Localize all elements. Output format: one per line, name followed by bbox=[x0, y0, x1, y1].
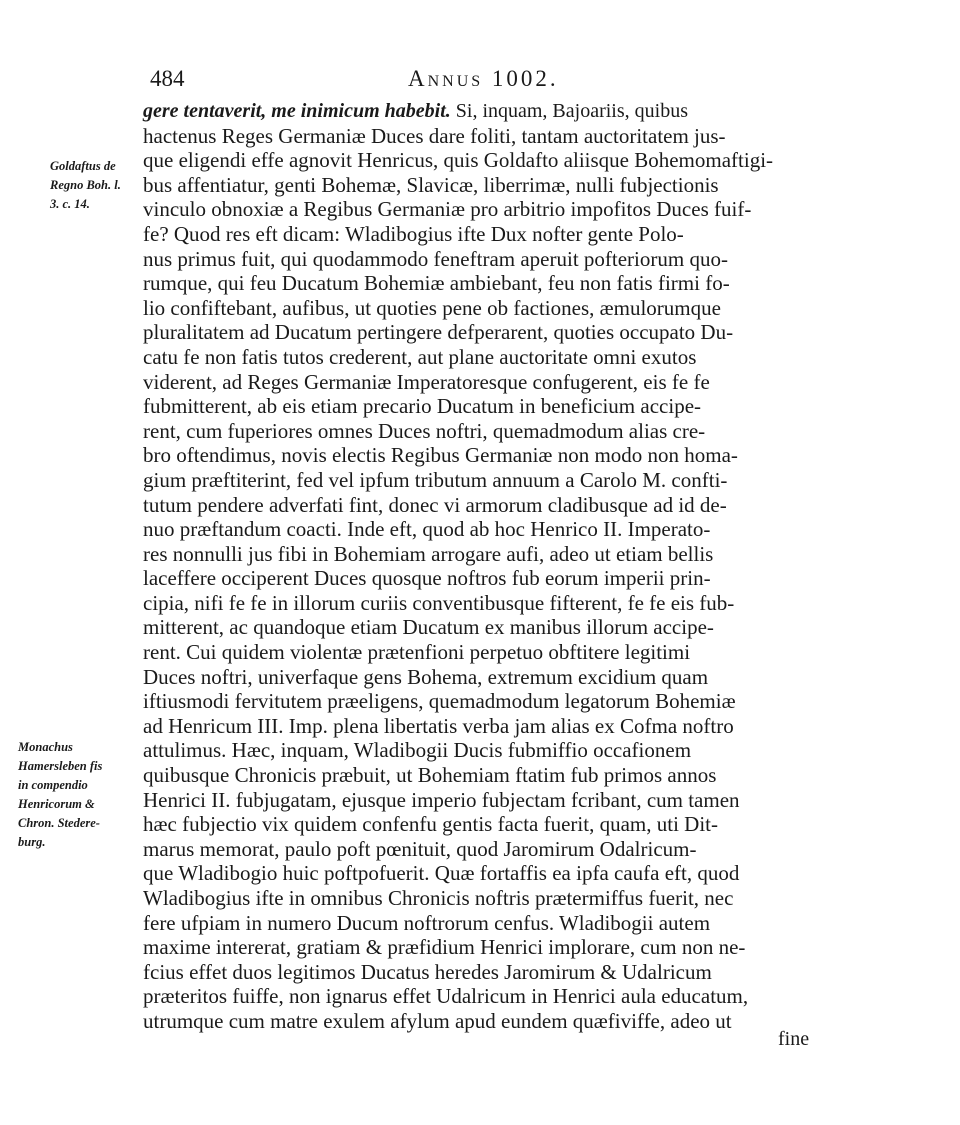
text-line bbox=[143, 566, 843, 591]
text-line bbox=[143, 837, 843, 862]
line-text: maxime intererat, gratiam & præfidium Henrici implorare, cum non ne- bbox=[143, 935, 746, 960]
line-text: viderent, ad Reges Germaniæ Imperatoresque confugerent, eis fe fe bbox=[143, 369, 710, 394]
text-line bbox=[143, 222, 843, 247]
line-text: nuo præftandum coacti. Inde eft, quod ab hoc Henrico II. Imperato- bbox=[143, 517, 711, 542]
page-header bbox=[150, 66, 710, 100]
margin-note-line: 3. c. 14. bbox=[50, 197, 90, 211]
line-text: marus memorat, paulo poft pœnituit, quod Jaromirum Odalricum- bbox=[143, 836, 697, 861]
margin-note-monachus bbox=[18, 738, 146, 852]
line-text: utrumque cum matre exulem afylum apud eundem quæfiviffe, adeo ut bbox=[143, 1008, 732, 1033]
page-number: 484 bbox=[150, 66, 185, 91]
margin-note-line: Regno Boh. l. bbox=[50, 178, 121, 192]
text-line bbox=[143, 861, 843, 886]
text-line bbox=[143, 911, 843, 936]
margin-note-goldastus bbox=[50, 157, 178, 214]
text-line bbox=[143, 197, 843, 222]
line-text: catu fe non fatis tutos crederent, aut plane auctoritate omni exutos bbox=[143, 344, 697, 369]
line-text: tutum pendere adverfati fint, donec vi armorum cladibusque ad id de- bbox=[143, 492, 727, 517]
line-text: rent, cum fuperiores omnes Duces noftri, quemadmodum alias cre- bbox=[143, 418, 706, 443]
text-line bbox=[143, 517, 843, 542]
text-line bbox=[143, 886, 843, 911]
text-line bbox=[143, 320, 843, 345]
line-text: rumque, qui feu Ducatum Bohemiæ ambiebant, feu non fatis firmi fo- bbox=[143, 271, 730, 296]
line-text: quibusque Chronicis præbuit, ut Bohemiam ftatim fub primos annos bbox=[143, 763, 717, 788]
line-text: lio confiftebant, aufibus, ut quoties pene ob factiones, æmulorumque bbox=[143, 295, 721, 320]
text-line bbox=[143, 493, 843, 518]
margin-note-line: Goldaftus de bbox=[50, 159, 116, 173]
text-line bbox=[143, 960, 843, 985]
margin-note-line: Chron. Stedere- bbox=[18, 816, 100, 830]
line-text: laceffere occiperent Duces quosque noftros fub eorum imperii prin- bbox=[143, 566, 711, 591]
line-text: fubmitterent, ab eis etiam precario Ducatum in beneficium accipe- bbox=[143, 394, 702, 419]
margin-note-line: in compendio bbox=[18, 778, 88, 792]
line-text: Henrici II. fubjugatam, ejusque imperio fubjectam fcribant, cum tamen bbox=[143, 787, 740, 812]
line-text: rent. Cui quidem violentæ prætenfioni perpetuo obftitere legitimi bbox=[143, 640, 691, 665]
line-text: nus primus fuit, qui quodammodo feneftram aperuit pofteriorum quo- bbox=[143, 246, 728, 271]
line-text: gium præftiterint, fed vel ipfum tributum annuum a Carolo M. confti- bbox=[143, 467, 728, 492]
text-line bbox=[143, 419, 843, 444]
text-line bbox=[143, 763, 843, 788]
text-line bbox=[143, 689, 843, 714]
text-line bbox=[143, 443, 843, 468]
catchword: fine bbox=[778, 1028, 810, 1050]
text-line bbox=[143, 370, 843, 395]
line-text: Si, inquam, Bajoariis, quibus bbox=[450, 100, 688, 122]
text-line bbox=[143, 1009, 843, 1034]
line-text: attulimus. Hæc, inquam, Wladibogii Ducis fubmiffio occafionem bbox=[143, 738, 692, 763]
margin-note-line: Hamersleben fis bbox=[18, 759, 103, 773]
margin-note-line: burg. bbox=[18, 835, 46, 849]
text-line bbox=[143, 542, 843, 567]
text-line bbox=[143, 788, 843, 813]
text-line bbox=[143, 124, 843, 149]
margin-note-line: Henricorum & bbox=[18, 797, 95, 811]
line-text: fere ufpiam in numero Ducum noftrorum cenfus. Wladibogii autem bbox=[143, 910, 711, 935]
line-text: cipia, nifi fe fe in illorum curiis conventibusque fifterent, fe fe eis fub- bbox=[143, 590, 735, 615]
line-text: hactenus Reges Germaniæ Duces dare foliti, tantam auctoritatem jus- bbox=[143, 123, 726, 148]
text-line bbox=[143, 468, 843, 493]
line-text: que Wladibogio huic poftpofuerit. Quæ fortaffis ea ipfa caufa eft, quod bbox=[143, 861, 740, 886]
text-line bbox=[143, 665, 843, 690]
body-text bbox=[143, 99, 843, 1034]
line-text: Duces noftri, univerfaque gens Bohema, extremum excidium quam bbox=[143, 664, 709, 689]
margin-note-line: Monachus bbox=[18, 740, 73, 754]
running-title: Annus 1002. bbox=[408, 66, 559, 91]
text-line bbox=[143, 345, 843, 370]
line-text: pluralitatem ad Ducatum pertingere defperarent, quoties occupato Du- bbox=[143, 320, 734, 345]
text-line bbox=[143, 984, 843, 1009]
text-line bbox=[143, 99, 843, 124]
text-line bbox=[143, 173, 843, 198]
text-line bbox=[143, 296, 843, 321]
line-text: res nonnulli jus fibi in Bohemiam arrogare aufi, adeo ut etiam bellis bbox=[143, 541, 714, 566]
text-line bbox=[143, 394, 843, 419]
italic-quote: gere tentaverit, me inimicum habebit. bbox=[143, 100, 451, 122]
line-text: præteritos fuiffe, non ignarus effet Udalricum in Henrici aula educatum, bbox=[143, 984, 749, 1009]
text-line bbox=[143, 148, 843, 173]
text-line bbox=[143, 615, 843, 640]
line-text: Wladibogius ifte in omnibus Chronicis noftris prætermiffus fuerit, nec bbox=[143, 886, 734, 910]
line-text: mitterent, ac quandoque etiam Ducatum ex manibus illorum accipe- bbox=[143, 615, 714, 640]
line-text: fe? Quod res eft dicam: Wladibogius ifte Dux nofter gente Polo- bbox=[143, 221, 684, 246]
line-text: fcius effet duos legitimos Ducatus heredes Jaromirum & Udalricum bbox=[143, 959, 712, 984]
text-line bbox=[143, 591, 843, 616]
text-line bbox=[143, 640, 843, 665]
line-text: que eligendi effe agnovit Henricus, quis Goldafto aliisque Bohemomaftigi- bbox=[143, 148, 774, 173]
text-line bbox=[143, 935, 843, 960]
text-line bbox=[143, 738, 843, 763]
text-line bbox=[143, 714, 843, 739]
text-line bbox=[143, 812, 843, 837]
line-text: ad Henricum III. Imp. plena libertatis verba jam alias ex Cofma noftro bbox=[143, 713, 734, 738]
line-text: vinculo obnoxiæ a Regibus Germaniæ pro arbitrio impofitos Duces fuif- bbox=[143, 197, 752, 222]
line-text: bus affentiatur, genti Bohemæ, Slavicæ, liberrimæ, nulli fubjectionis bbox=[143, 172, 719, 197]
line-text: hæc fubjectio vix quidem confenfu gentis facta fuerit, quam, uti Dit- bbox=[143, 812, 718, 837]
line-text: iftiusmodi fervitutem præeligens, quemadmodum legatorum Bohemiæ bbox=[143, 689, 736, 714]
line-text: bro oftendimus, novis electis Regibus Germaniæ non modo non homa- bbox=[143, 443, 738, 468]
text-line bbox=[143, 271, 843, 296]
text-line bbox=[143, 247, 843, 272]
